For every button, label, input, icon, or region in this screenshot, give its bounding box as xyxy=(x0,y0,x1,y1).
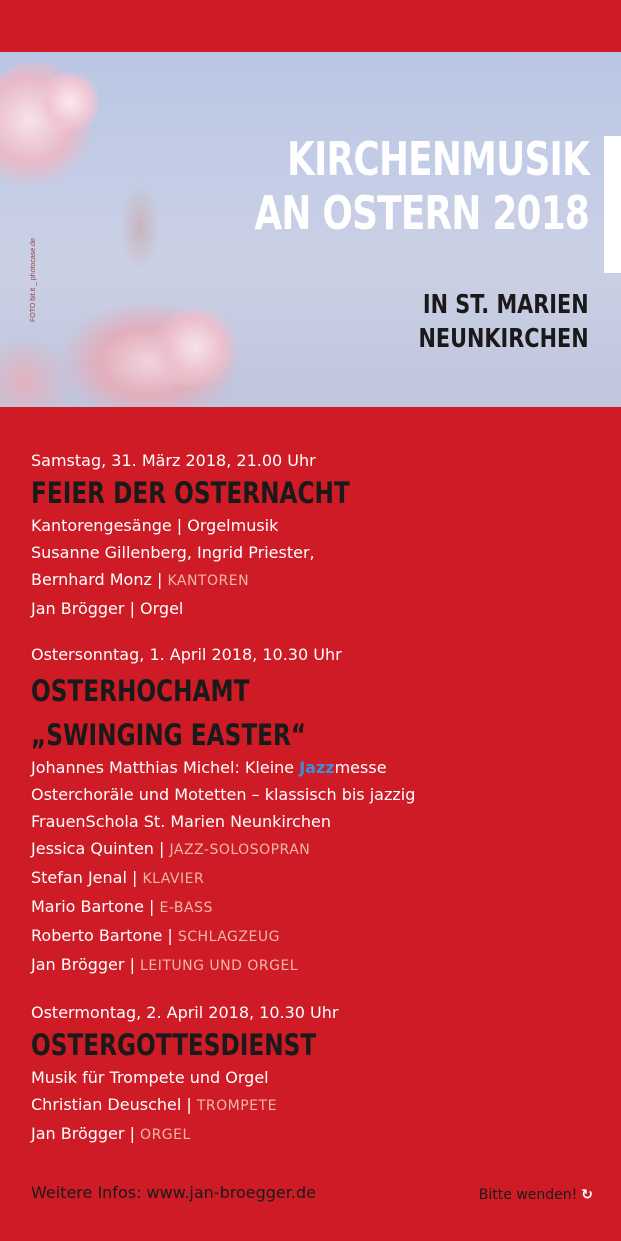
turn-page-hint xyxy=(479,1187,593,1203)
subtitle-line-1: IN ST. MARIEN xyxy=(423,290,589,320)
event-detail xyxy=(31,566,601,595)
performer-role: SCHLAGZEUG xyxy=(177,929,280,945)
event-date: Ostersonntag, 1. April 2018, 10.30 Uhr xyxy=(31,645,342,664)
event-date: Samstag, 31. März 2018, 21.00 Uhr xyxy=(31,451,316,470)
event-section-osterhochamt xyxy=(31,642,601,980)
performer-name: Jan Brögger | xyxy=(31,1124,141,1143)
title-line-2: AN OSTERN 2018 xyxy=(254,186,589,240)
performer-role: E-BASS xyxy=(159,900,213,916)
page-subtitle xyxy=(419,288,589,356)
event-detail: Osterchoräle und Motetten – klassisch bis jazzig xyxy=(31,785,416,804)
blossom-decoration xyxy=(40,72,100,132)
blossom-decoration xyxy=(150,307,240,387)
event-detail xyxy=(31,835,601,864)
performer-name: Bernhard Monz | xyxy=(31,570,168,589)
event-detail xyxy=(31,1120,601,1149)
performer-name: Mario Bartone | xyxy=(31,897,160,916)
title-accent-bar xyxy=(604,136,621,273)
event-list xyxy=(31,448,601,1169)
performer-name: Roberto Bartone | xyxy=(31,926,178,945)
event-detail: Musik für Trompete und Orgel xyxy=(31,1068,269,1087)
performer-role: KANTOREN xyxy=(167,573,250,589)
jazz-highlight: Jazz xyxy=(299,758,335,777)
event-detail: Kantorengesänge | Orgelmusik xyxy=(31,516,279,535)
performer-role: TROMPETE xyxy=(196,1098,277,1114)
photo-credit-label: FOTO xyxy=(30,302,37,322)
event-detail: Jan Brögger | Orgel xyxy=(31,599,184,618)
event-detail xyxy=(31,864,601,893)
event-detail: FrauenSchola St. Marien Neunkirchen xyxy=(31,812,332,831)
event-title: OSTERHOCHAMT xyxy=(31,674,250,708)
performer-role: ORGEL xyxy=(140,1127,191,1143)
performer-name: Jessica Quinten | xyxy=(31,839,170,858)
performer-name: Stefan Jenal | xyxy=(31,868,143,887)
event-detail: Susanne Gillenberg, Ingrid Priester, xyxy=(31,543,315,562)
event-detail xyxy=(31,951,601,980)
performer-name: Jan Brögger | xyxy=(31,955,141,974)
title-line-1: KIRCHENMUSIK xyxy=(286,132,589,186)
event-title-line-2: „SWINGING EASTER“ xyxy=(31,718,307,752)
branch-decoration xyxy=(120,182,160,272)
photo-credit xyxy=(30,238,37,322)
event-title: FEIER DER OSTERNACHT xyxy=(31,476,350,510)
event-title: OSTERGOTTESDIENST xyxy=(31,1028,317,1062)
page-title xyxy=(254,132,589,240)
event-section-osternacht xyxy=(31,448,601,622)
event-date: Ostermontag, 2. April 2018, 10.30 Uhr xyxy=(31,1003,339,1022)
performer-role: KLAVIER xyxy=(142,871,205,887)
subtitle-line-2: NEUNKIRCHEN xyxy=(418,324,589,354)
turn-page-label: Bitte wenden! xyxy=(478,1187,578,1203)
composer-text: Johannes Matthias Michel: Kleine xyxy=(31,758,300,777)
event-section-ostergottesdienst xyxy=(31,1000,601,1149)
performer-role: JAZZ-SOLOSOPRAN xyxy=(169,842,311,858)
photo-credit-source: bit.it _ photocase.de xyxy=(30,238,37,301)
performer-role: LEITUNG UND ORGEL xyxy=(140,958,299,974)
composer-text-suffix: messe xyxy=(334,758,387,777)
event-detail xyxy=(31,922,601,951)
event-detail xyxy=(31,893,601,922)
event-detail xyxy=(31,754,601,781)
turn-page-icon: ↻ xyxy=(581,1187,593,1203)
more-info-link[interactable]: Weitere Infos: www.jan-broegger.de xyxy=(31,1183,316,1202)
event-detail xyxy=(31,1091,601,1120)
performer-name: Christian Deuschel | xyxy=(31,1095,197,1114)
